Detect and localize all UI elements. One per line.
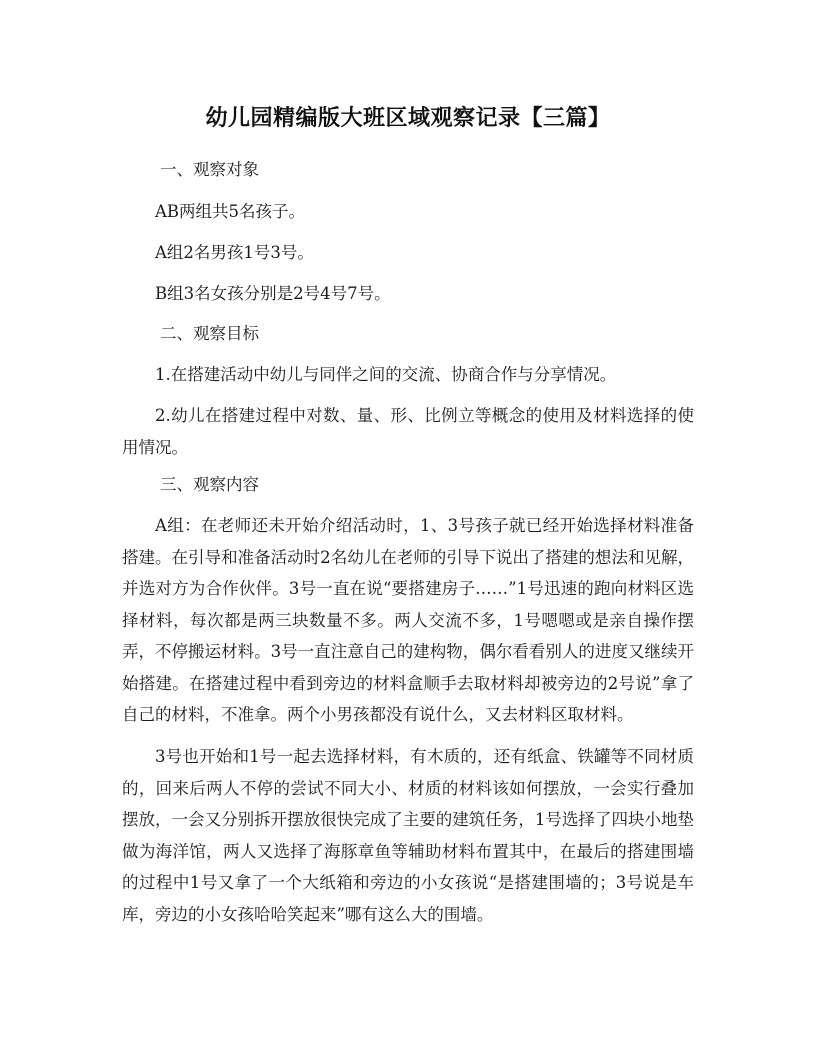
paragraph-group-a-observation: A组：在老师还未开始介绍活动时，1、3号孩子就已经开始选择材料准备搭建。在引导和准备活动时2名幼儿在老师的引导下说出了搭建的想法和见解，并选对方为合作伙伴。3号一直在说“要搭建房子……”1号迅速的跑向材料区选择材料，每次都是两三块数量不多。两人交流不多，1号嗯嗯或是亲自操作摆弄，不停搬运材料。3号一直注意自己的建构物，偶尔看看别人的进度又继续开始搭建。在搭建过程中看到旁边的材料盒顺手去取材料却被旁边的2号说”拿了自己的材料，不准拿。两个小男孩都没有说什么，又去材料区取材料。	[122, 516, 694, 724]
section-heading-observation-goal: 二、观察目标	[159, 324, 259, 343]
paragraph-number-3-observation: 3号也开始和1号一起去选择材料，有木质的，还有纸盒、铁罐等不同材质的，回来后两人不停的尝试不同大小、材质的材料该如何摆放，一会实行叠加摆放，一会又分别拆开摆放很快完成了主要的建筑任务，1号选择了四块小地垫做为海洋馆，两人又选择了海豚章鱼等辅助材料布置其中，在最后的搭建围墙的过程中1号又拿了一个大纸箱和旁边的小女孩说“是搭建围墙的；3号说是车库，旁边的小女孩哈哈笑起来”哪有这么大的围墙。	[122, 747, 694, 924]
section-heading-observation-target: 一、观察对象	[159, 160, 259, 179]
paragraph-goal-2: 2.幼儿在搭建过程中对数、量、形、比例立等概念的使用及材料选择的使用情况。	[122, 406, 694, 457]
paragraph-goal-1: 1.在搭建活动中幼儿与同伴之间的交流、协商合作与分享情况。	[155, 365, 617, 384]
paragraph-group-b: B组3名女孩分别是2号4号7号。	[155, 284, 391, 303]
paragraph-group-a: A组2名男孩1号3号。	[155, 243, 314, 262]
section-heading-observation-content: 三、观察内容	[159, 475, 259, 494]
document-title: 幼儿园精编版大班区域观察记录【三篇】	[205, 106, 611, 131]
paragraph-group-count: AB两组共5名孩子。	[155, 202, 306, 221]
